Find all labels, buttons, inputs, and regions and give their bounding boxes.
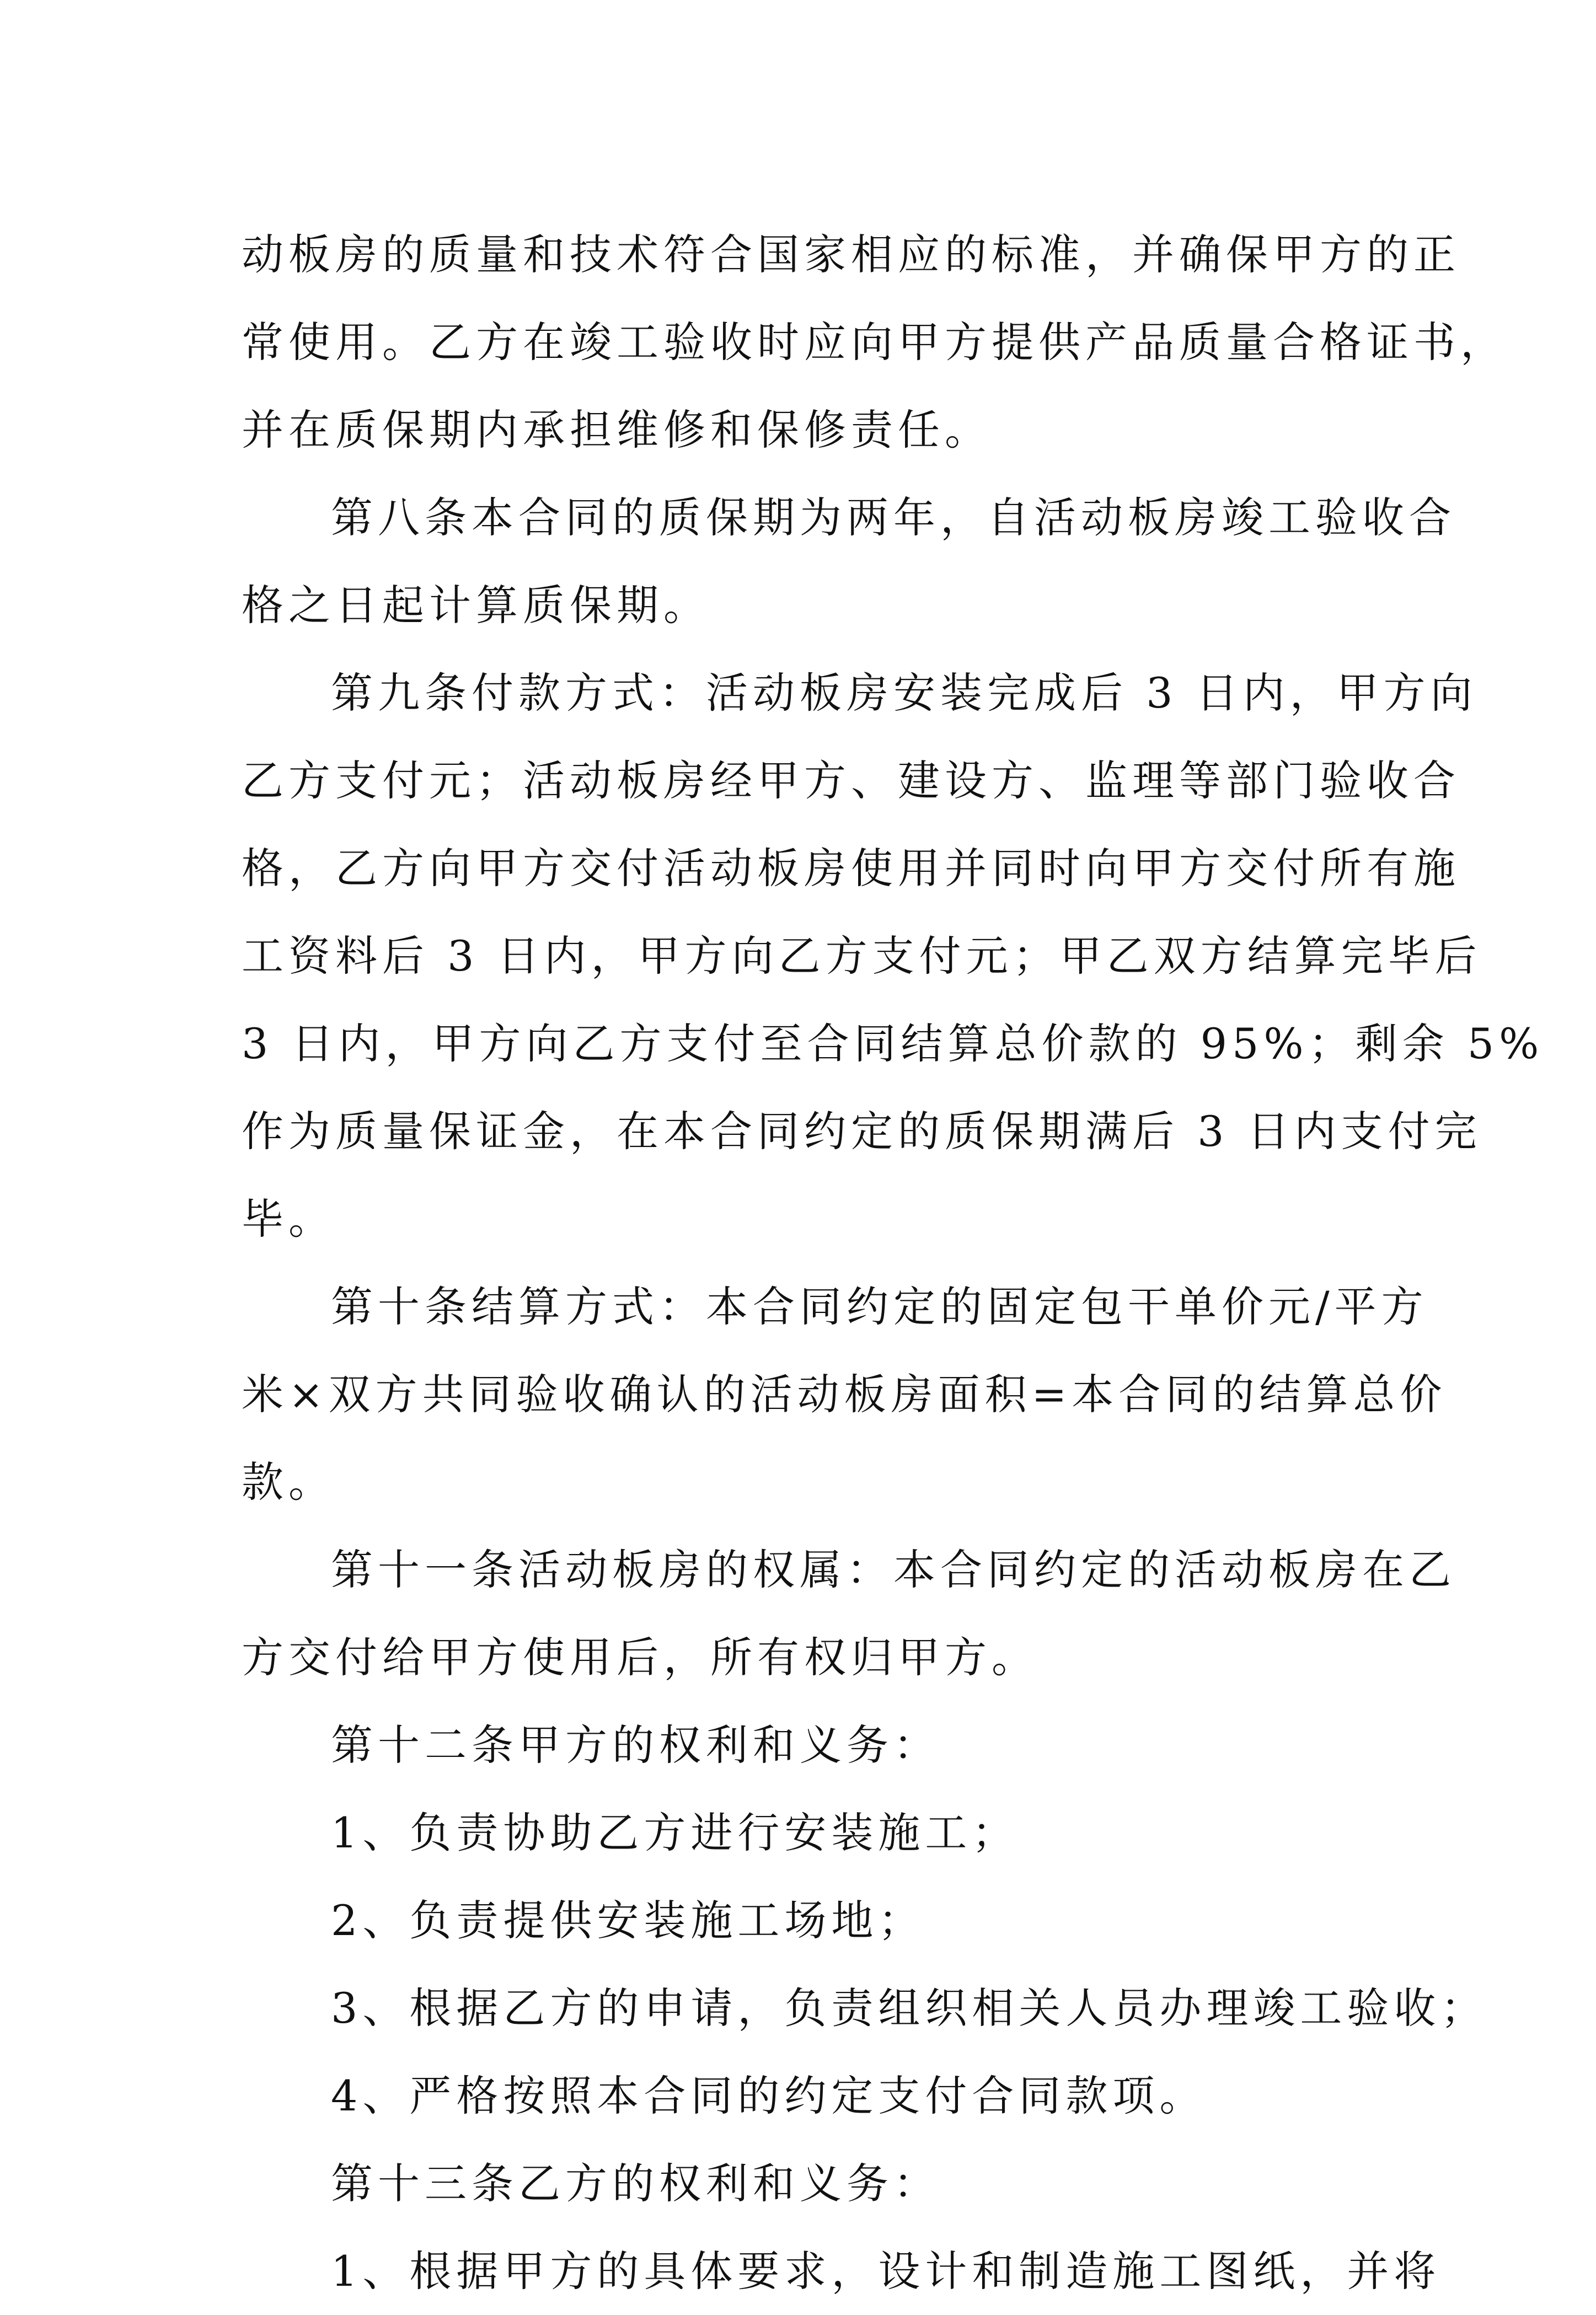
article-10-heading: 第十条结算方式：本合同约定的固定包干单价元/平方 xyxy=(331,1282,1428,1331)
list-item: 1、根据甲方的具体要求，设计和制造施工图纸，并将 xyxy=(331,2247,1441,2296)
list-item: 3、根据乙方的申请，负责组织相关人员办理竣工验收； xyxy=(331,1984,1488,2033)
list-item: 4、严格按照本合同的约定支付合同款项。 xyxy=(331,2071,1207,2120)
text-line: 格，乙方向甲方交付活动板房使用并同时向甲方交付所有施 xyxy=(242,844,1460,893)
text-line: 作为质量保证金，在本合同约定的质保期满后 3 日内支付完 xyxy=(242,1107,1482,1156)
contract-text xyxy=(242,211,1544,2315)
text-line: 毕。 xyxy=(242,1194,335,1244)
list-item: 2、负责提供安装施工场地； xyxy=(331,1896,925,1945)
text-line: 款。 xyxy=(242,1457,335,1507)
text-line: 米×双方共同验收确认的活动板房面积=本合同的结算总价 xyxy=(242,1370,1447,1419)
text-line: 方交付给甲方使用后，所有权归甲方。 xyxy=(242,1633,1038,1682)
article-11-heading: 第十一条活动板房的权属：本合同约定的活动板房在乙 xyxy=(331,1545,1456,1594)
list-item: 1、负责协助乙方进行安装施工； xyxy=(331,1808,1019,1857)
text-line: 工资料后 3 日内，甲方向乙方支付元；甲乙双方结算完毕后 xyxy=(242,931,1482,980)
text-line: 常使用。乙方在竣工验收时应向甲方提供产品质量合格证书， xyxy=(242,318,1507,367)
text-line: 3 日内，甲方向乙方支付至合同结算总价款的 95%；剩余 5% xyxy=(242,1019,1544,1068)
text-line: 动板房的质量和技术符合国家相应的标准，并确保甲方的正 xyxy=(242,230,1460,279)
article-9-heading: 第九条付款方式：活动板房安装完成后 3 日内，甲方向 xyxy=(331,668,1477,717)
article-12-heading: 第十二条甲方的权利和义务： xyxy=(331,1721,940,1770)
article-13-heading: 第十三条乙方的权利和义务： xyxy=(331,2159,940,2208)
text-line: 格之日起计算质保期。 xyxy=(242,581,710,630)
text-line: 并在质保期内承担维修和保修责任。 xyxy=(242,405,992,454)
text-line: 乙方支付元；活动板房经甲方、建设方、监理等部门验收合 xyxy=(242,756,1460,805)
article-8-heading: 第八条本合同的质保期为两年，自活动板房竣工验收合 xyxy=(331,493,1456,542)
